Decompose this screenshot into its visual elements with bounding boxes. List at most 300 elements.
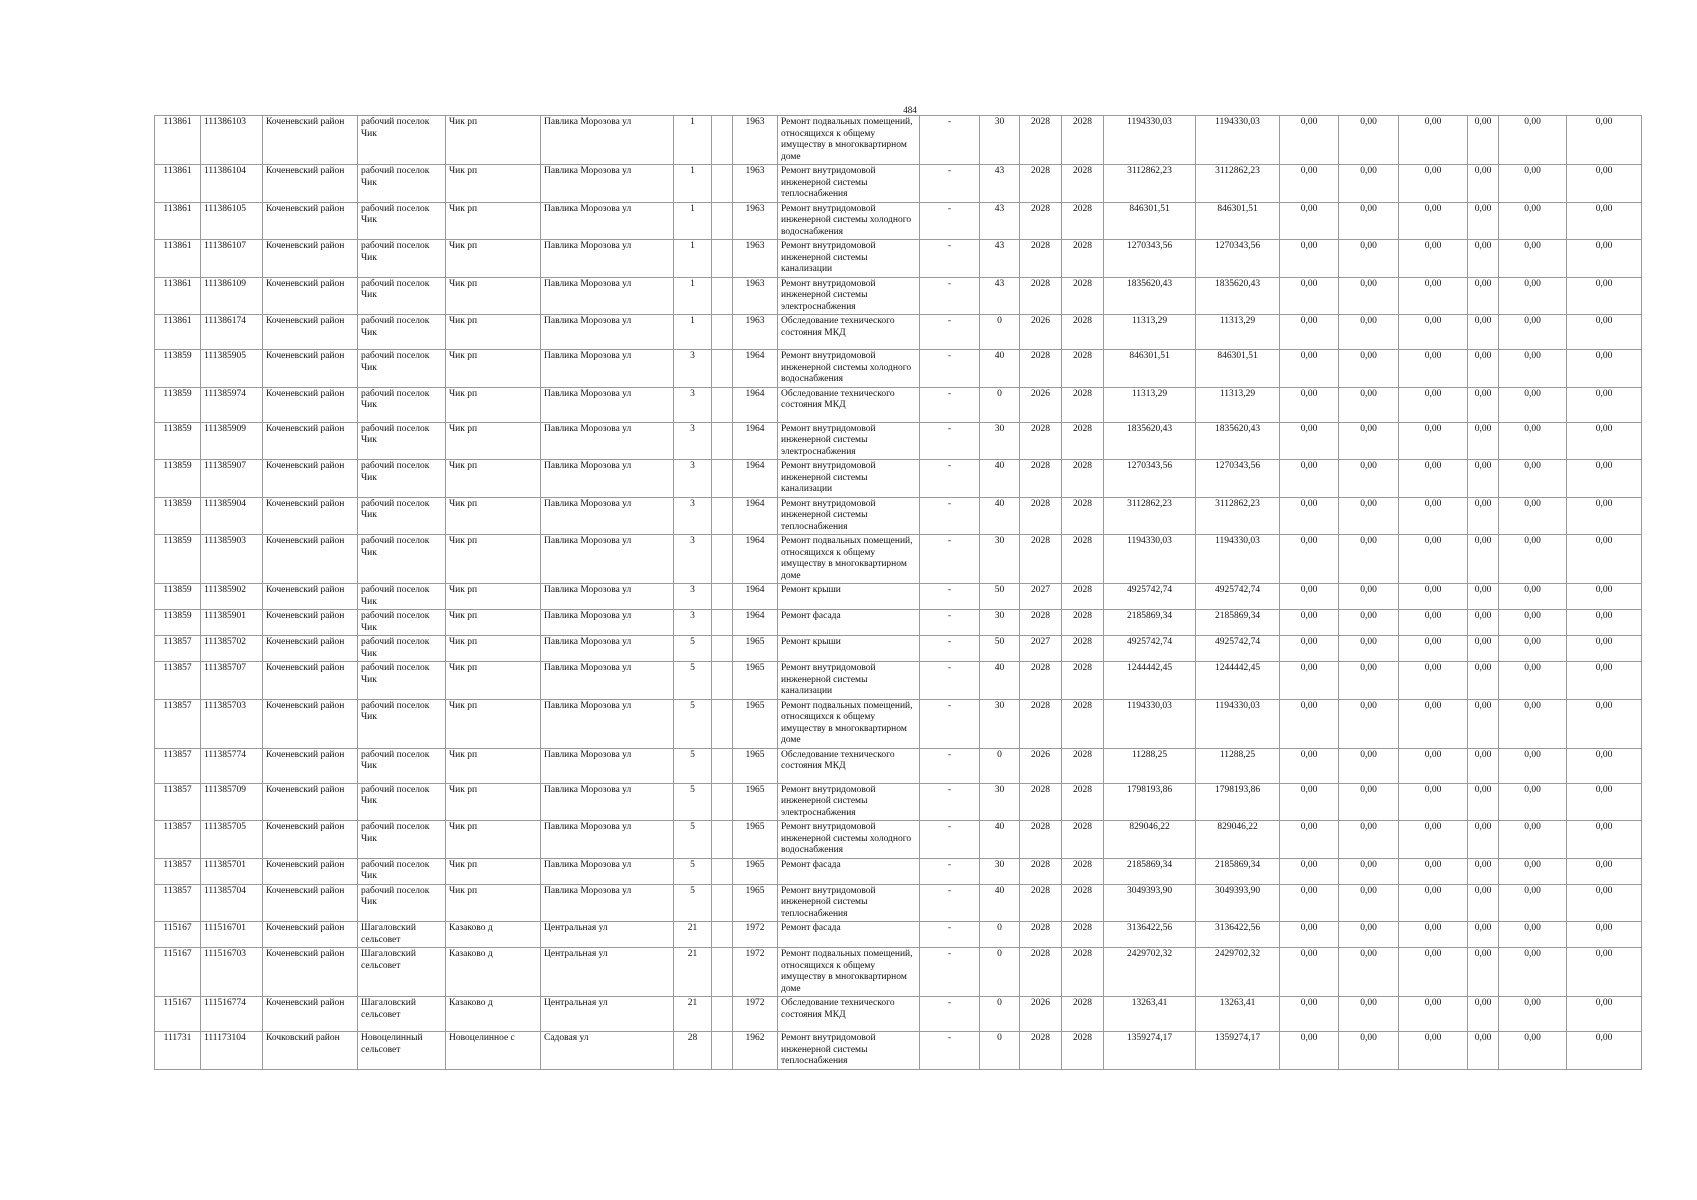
cell-district: Коченевский район [263,387,358,422]
cell-house-id: 113861 [155,277,201,315]
cell-street: Павлика Морозова ул [541,535,674,584]
cell-local-funds: 0,00 [1399,387,1468,422]
cell-house-id: 113857 [155,821,201,859]
cell-settlement: Чик рп [446,315,541,350]
cell-unit: - [920,699,980,748]
cell-house-number: 5 [674,748,712,783]
table-row [155,783,1642,821]
cell-end-year: 2028 [1062,350,1104,388]
cell-owner-funds: 0,00 [1468,240,1499,278]
cell-street: Центральная ул [541,922,674,948]
cell-settlement: Казаково д [446,997,541,1032]
cell-regional-funds: 0,00 [1339,315,1399,350]
cell-year-built: 1964 [733,387,778,422]
cell-regional-funds: 0,00 [1339,662,1399,700]
cell-end-year: 2028 [1062,922,1104,948]
cell-municipality: рабочий поселок Чик [358,636,446,662]
cell-street: Павлика Морозова ул [541,584,674,610]
cell-work-type: Обследование технического состояния МКД [778,997,920,1032]
cell-federal-funds: 0,00 [1280,821,1339,859]
cell-district: Коченевский район [263,997,358,1032]
cell-street: Центральная ул [541,948,674,997]
cell-house-number: 3 [674,584,712,610]
cell-district: Коченевский район [263,165,358,203]
cell-wear-percent: 40 [980,884,1020,922]
cell-federal-funds: 0,00 [1280,535,1339,584]
cell-settlement: Чик рп [446,699,541,748]
cell-federal-funds: 0,00 [1280,858,1339,884]
cell-total-cost: 1270343,56 [1104,240,1196,278]
cell-house-id: 113857 [155,748,201,783]
cell-regional-funds: 0,00 [1339,387,1399,422]
cell-federal-funds: 0,00 [1280,460,1339,498]
cell-local-funds: 0,00 [1399,948,1468,997]
cell-regional-funds: 0,00 [1339,783,1399,821]
cell-extra-funds: 0,00 [1567,884,1642,922]
cell-owner-funds: 0,00 [1468,610,1499,636]
cell-house-number: 1 [674,277,712,315]
cell-end-year: 2028 [1062,584,1104,610]
cell-total-cost: 1835620,43 [1104,277,1196,315]
cell-other-funds: 0,00 [1499,662,1567,700]
cell-local-funds: 0,00 [1399,584,1468,610]
cell-street: Садовая ул [541,1032,674,1070]
cell-year-built: 1964 [733,422,778,460]
cell-house-number: 1 [674,240,712,278]
cell-district: Коченевский район [263,610,358,636]
cell-regional-funds: 0,00 [1339,748,1399,783]
cell-wear-percent: 30 [980,783,1020,821]
cell-extra-funds: 0,00 [1567,662,1642,700]
cell-other-funds: 0,00 [1499,948,1567,997]
cell-settlement: Чик рп [446,350,541,388]
cell-wear-percent: 50 [980,584,1020,610]
cell-other-funds: 0,00 [1499,497,1567,535]
cell-wear-percent: 50 [980,636,1020,662]
cell-building [712,202,733,240]
cell-end-year: 2028 [1062,858,1104,884]
cell-total-cost: 3136422,56 [1104,922,1196,948]
cell-regional-funds: 0,00 [1339,997,1399,1032]
cell-district: Коченевский район [263,699,358,748]
cell-municipality: рабочий поселок Чик [358,387,446,422]
cell-wear-percent: 43 [980,165,1020,203]
cell-total-cost: 3112862,23 [1104,497,1196,535]
cell-start-year: 2028 [1020,460,1062,498]
cell-local-funds: 0,00 [1399,748,1468,783]
table-row [155,277,1642,315]
cell-wear-percent: 0 [980,1032,1020,1070]
cell-total-cost: 13263,41 [1104,997,1196,1032]
cell-year-built: 1965 [733,662,778,700]
cell-building [712,699,733,748]
cell-extra-funds: 0,00 [1567,535,1642,584]
cell-building [712,535,733,584]
cell-extra-funds: 0,00 [1567,240,1642,278]
cell-work-id: 111385703 [201,699,263,748]
cell-work-id: 111173104 [201,1032,263,1070]
cell-wear-percent: 40 [980,497,1020,535]
cell-wear-percent: 40 [980,460,1020,498]
cell-fund-cost: 11313,29 [1196,387,1280,422]
cell-work-id: 111385774 [201,748,263,783]
cell-regional-funds: 0,00 [1339,1032,1399,1070]
cell-other-funds: 0,00 [1499,636,1567,662]
cell-owner-funds: 0,00 [1468,202,1499,240]
cell-street: Павлика Морозова ул [541,387,674,422]
cell-extra-funds: 0,00 [1567,783,1642,821]
cell-owner-funds: 0,00 [1468,636,1499,662]
cell-local-funds: 0,00 [1399,315,1468,350]
cell-work-type: Ремонт внутридомовой инженерной системы холодного водоснабжения [778,821,920,859]
cell-building [712,315,733,350]
cell-district: Коченевский район [263,202,358,240]
cell-unit: - [920,387,980,422]
cell-work-id: 111385902 [201,584,263,610]
cell-house-number: 5 [674,783,712,821]
cell-fund-cost: 1835620,43 [1196,277,1280,315]
cell-unit: - [920,783,980,821]
cell-district: Коченевский район [263,922,358,948]
table-row [155,748,1642,783]
cell-end-year: 2028 [1062,610,1104,636]
cell-settlement: Чик рп [446,202,541,240]
cell-end-year: 2028 [1062,387,1104,422]
cell-local-funds: 0,00 [1399,165,1468,203]
cell-fund-cost: 829046,22 [1196,821,1280,859]
cell-work-type: Ремонт внутридомовой инженерной системы холодного водоснабжения [778,202,920,240]
cell-unit: - [920,165,980,203]
cell-work-type: Ремонт подвальных помещений, относящихся к общему имуществу в многоквартирном доме [778,948,920,997]
cell-owner-funds: 0,00 [1468,350,1499,388]
cell-total-cost: 1359274,17 [1104,1032,1196,1070]
cell-extra-funds: 0,00 [1567,350,1642,388]
cell-local-funds: 0,00 [1399,636,1468,662]
cell-house-id: 113861 [155,202,201,240]
cell-work-id: 111386174 [201,315,263,350]
cell-other-funds: 0,00 [1499,165,1567,203]
cell-federal-funds: 0,00 [1280,584,1339,610]
cell-district: Коченевский район [263,116,358,165]
cell-unit: - [920,350,980,388]
cell-house-id: 113859 [155,497,201,535]
cell-regional-funds: 0,00 [1339,922,1399,948]
cell-owner-funds: 0,00 [1468,584,1499,610]
cell-start-year: 2028 [1020,699,1062,748]
cell-house-id: 113857 [155,858,201,884]
cell-end-year: 2028 [1062,535,1104,584]
cell-house-number: 5 [674,821,712,859]
cell-start-year: 2028 [1020,116,1062,165]
cell-year-built: 1965 [733,636,778,662]
table-row [155,662,1642,700]
cell-street: Павлика Морозова ул [541,783,674,821]
cell-start-year: 2028 [1020,662,1062,700]
cell-year-built: 1963 [733,202,778,240]
cell-other-funds: 0,00 [1499,821,1567,859]
cell-unit: - [920,748,980,783]
cell-federal-funds: 0,00 [1280,748,1339,783]
cell-building [712,497,733,535]
cell-unit: - [920,240,980,278]
cell-regional-funds: 0,00 [1339,202,1399,240]
cell-start-year: 2028 [1020,240,1062,278]
cell-end-year: 2028 [1062,497,1104,535]
cell-building [712,922,733,948]
cell-fund-cost: 3049393,90 [1196,884,1280,922]
cell-settlement: Казаково д [446,922,541,948]
cell-other-funds: 0,00 [1499,748,1567,783]
cell-municipality: рабочий поселок Чик [358,422,446,460]
cell-year-built: 1965 [733,858,778,884]
cell-house-number: 21 [674,997,712,1032]
table-row [155,821,1642,859]
page-number: 484 [903,105,917,115]
cell-wear-percent: 30 [980,699,1020,748]
cell-federal-funds: 0,00 [1280,1032,1339,1070]
cell-work-type: Ремонт внутридомовой инженерной системы электроснабжения [778,783,920,821]
cell-year-built: 1963 [733,240,778,278]
cell-settlement: Чик рп [446,116,541,165]
cell-year-built: 1964 [733,497,778,535]
cell-settlement: Чик рп [446,748,541,783]
cell-district: Коченевский район [263,240,358,278]
cell-wear-percent: 0 [980,748,1020,783]
cell-local-funds: 0,00 [1399,821,1468,859]
cell-settlement: Чик рп [446,240,541,278]
cell-extra-funds: 0,00 [1567,584,1642,610]
cell-work-type: Обследование технического состояния МКД [778,387,920,422]
cell-year-built: 1972 [733,948,778,997]
cell-house-id: 113859 [155,387,201,422]
cell-local-funds: 0,00 [1399,460,1468,498]
cell-fund-cost: 1244442,45 [1196,662,1280,700]
cell-owner-funds: 0,00 [1468,699,1499,748]
cell-local-funds: 0,00 [1399,497,1468,535]
cell-start-year: 2028 [1020,535,1062,584]
cell-fund-cost: 13263,41 [1196,997,1280,1032]
cell-total-cost: 1194330,03 [1104,116,1196,165]
cell-work-type: Ремонт фасада [778,922,920,948]
cell-work-id: 111385702 [201,636,263,662]
cell-owner-funds: 0,00 [1468,922,1499,948]
cell-fund-cost: 846301,51 [1196,202,1280,240]
cell-wear-percent: 40 [980,662,1020,700]
cell-house-id: 113857 [155,884,201,922]
cell-fund-cost: 4925742,74 [1196,584,1280,610]
cell-building [712,116,733,165]
cell-local-funds: 0,00 [1399,699,1468,748]
cell-settlement: Чик рп [446,821,541,859]
cell-fund-cost: 1798193,86 [1196,783,1280,821]
cell-unit: - [920,497,980,535]
cell-house-number: 21 [674,948,712,997]
cell-other-funds: 0,00 [1499,116,1567,165]
cell-municipality: рабочий поселок Чик [358,584,446,610]
cell-unit: - [920,610,980,636]
cell-unit: - [920,922,980,948]
cell-other-funds: 0,00 [1499,422,1567,460]
cell-settlement: Новоцелинное с [446,1032,541,1070]
cell-other-funds: 0,00 [1499,699,1567,748]
cell-start-year: 2027 [1020,636,1062,662]
cell-year-built: 1964 [733,350,778,388]
cell-street: Павлика Морозова ул [541,350,674,388]
table-row [155,610,1642,636]
cell-federal-funds: 0,00 [1280,610,1339,636]
table-row [155,584,1642,610]
cell-municipality: рабочий поселок Чик [358,350,446,388]
cell-fund-cost: 1270343,56 [1196,240,1280,278]
cell-start-year: 2028 [1020,1032,1062,1070]
cell-local-funds: 0,00 [1399,277,1468,315]
cell-district: Коченевский район [263,497,358,535]
cell-building [712,610,733,636]
cell-district: Коченевский район [263,636,358,662]
cell-house-number: 1 [674,165,712,203]
cell-fund-cost: 846301,51 [1196,350,1280,388]
cell-building [712,997,733,1032]
cell-total-cost: 11288,25 [1104,748,1196,783]
cell-street: Павлика Морозова ул [541,858,674,884]
cell-street: Павлика Морозова ул [541,748,674,783]
table-row [155,116,1642,165]
cell-owner-funds: 0,00 [1468,535,1499,584]
cell-municipality: рабочий поселок Чик [358,783,446,821]
cell-other-funds: 0,00 [1499,315,1567,350]
cell-house-number: 21 [674,922,712,948]
cell-settlement: Чик рп [446,662,541,700]
cell-total-cost: 11313,29 [1104,315,1196,350]
cell-start-year: 2027 [1020,584,1062,610]
cell-end-year: 2028 [1062,315,1104,350]
cell-end-year: 2028 [1062,783,1104,821]
cell-federal-funds: 0,00 [1280,783,1339,821]
table-row [155,858,1642,884]
cell-extra-funds: 0,00 [1567,202,1642,240]
table-row [155,165,1642,203]
cell-start-year: 2026 [1020,748,1062,783]
cell-work-id: 111385704 [201,884,263,922]
cell-regional-funds: 0,00 [1339,858,1399,884]
cell-year-built: 1965 [733,748,778,783]
table-row [155,460,1642,498]
cell-work-id: 111386105 [201,202,263,240]
cell-unit: - [920,535,980,584]
cell-local-funds: 0,00 [1399,884,1468,922]
cell-year-built: 1964 [733,584,778,610]
cell-local-funds: 0,00 [1399,610,1468,636]
cell-end-year: 2028 [1062,202,1104,240]
cell-district: Коченевский район [263,884,358,922]
cell-fund-cost: 1835620,43 [1196,422,1280,460]
cell-extra-funds: 0,00 [1567,277,1642,315]
cell-end-year: 2028 [1062,821,1104,859]
cell-federal-funds: 0,00 [1280,165,1339,203]
cell-street: Павлика Морозова ул [541,699,674,748]
table-row [155,884,1642,922]
cell-owner-funds: 0,00 [1468,858,1499,884]
cell-work-type: Ремонт внутридомовой инженерной системы теплоснабжения [778,497,920,535]
cell-municipality: Новоцелинный сельсовет [358,1032,446,1070]
cell-total-cost: 1270343,56 [1104,460,1196,498]
cell-district: Коченевский район [263,662,358,700]
cell-regional-funds: 0,00 [1339,116,1399,165]
cell-regional-funds: 0,00 [1339,948,1399,997]
cell-house-id: 113857 [155,636,201,662]
cell-end-year: 2028 [1062,699,1104,748]
cell-total-cost: 829046,22 [1104,821,1196,859]
cell-house-id: 113861 [155,116,201,165]
cell-house-number: 5 [674,884,712,922]
cell-extra-funds: 0,00 [1567,497,1642,535]
cell-street: Павлика Морозова ул [541,497,674,535]
cell-end-year: 2028 [1062,997,1104,1032]
cell-work-type: Ремонт внутридомовой инженерной системы электроснабжения [778,277,920,315]
cell-wear-percent: 0 [980,315,1020,350]
cell-start-year: 2026 [1020,387,1062,422]
table-row [155,699,1642,748]
cell-start-year: 2028 [1020,277,1062,315]
cell-building [712,584,733,610]
cell-house-number: 3 [674,387,712,422]
cell-extra-funds: 0,00 [1567,460,1642,498]
cell-district: Коченевский район [263,821,358,859]
cell-work-type: Ремонт внутридомовой инженерной системы холодного водоснабжения [778,350,920,388]
cell-work-id: 111385905 [201,350,263,388]
cell-building [712,387,733,422]
cell-work-type: Обследование технического состояния МКД [778,315,920,350]
cell-end-year: 2028 [1062,662,1104,700]
cell-federal-funds: 0,00 [1280,315,1339,350]
cell-house-number: 3 [674,535,712,584]
capital-repair-table [154,115,1642,1070]
cell-wear-percent: 43 [980,202,1020,240]
cell-regional-funds: 0,00 [1339,460,1399,498]
cell-owner-funds: 0,00 [1468,662,1499,700]
cell-work-id: 111386109 [201,277,263,315]
cell-other-funds: 0,00 [1499,202,1567,240]
cell-local-funds: 0,00 [1399,240,1468,278]
cell-work-id: 111386103 [201,116,263,165]
cell-work-type: Ремонт внутридомовой инженерной системы теплоснабжения [778,1032,920,1070]
cell-street: Павлика Морозова ул [541,460,674,498]
cell-start-year: 2028 [1020,858,1062,884]
cell-municipality: рабочий поселок Чик [358,202,446,240]
cell-street: Павлика Морозова ул [541,116,674,165]
table-row [155,948,1642,997]
cell-federal-funds: 0,00 [1280,202,1339,240]
cell-settlement: Чик рп [446,610,541,636]
cell-start-year: 2028 [1020,422,1062,460]
cell-wear-percent: 40 [980,350,1020,388]
table-row [155,202,1642,240]
cell-work-type: Обследование технического состояния МКД [778,748,920,783]
cell-street: Павлика Морозова ул [541,202,674,240]
cell-house-number: 28 [674,1032,712,1070]
cell-municipality: рабочий поселок Чик [358,116,446,165]
cell-work-id: 111516703 [201,948,263,997]
cell-extra-funds: 0,00 [1567,948,1642,997]
cell-end-year: 2028 [1062,1032,1104,1070]
cell-start-year: 2026 [1020,997,1062,1032]
cell-local-funds: 0,00 [1399,202,1468,240]
table-row [155,350,1642,388]
cell-district: Коченевский район [263,460,358,498]
cell-extra-funds: 0,00 [1567,116,1642,165]
cell-work-id: 111516701 [201,922,263,948]
cell-municipality: рабочий поселок Чик [358,535,446,584]
